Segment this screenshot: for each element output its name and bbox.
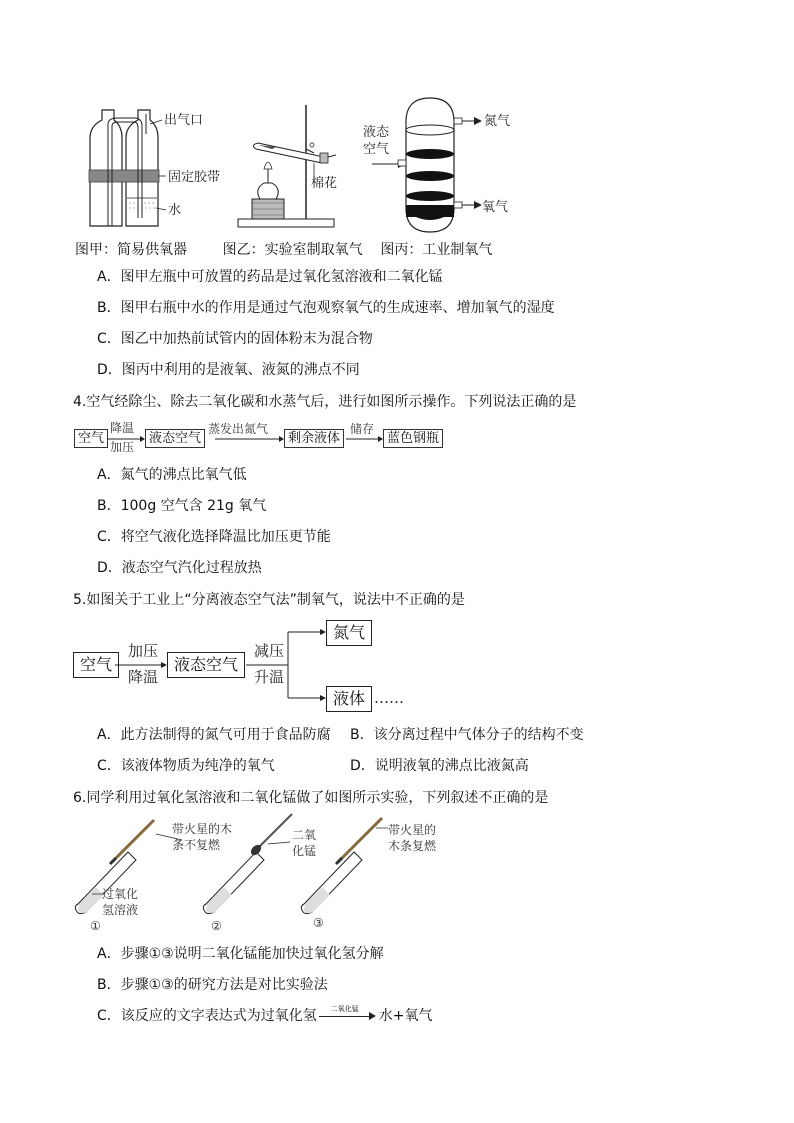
q6-t2-number: ② bbox=[211, 919, 222, 933]
q6-option-c[interactable] bbox=[97, 1007, 433, 1025]
q6-t2-label-b: 化锰 bbox=[292, 844, 317, 858]
q6-t1-label-d: 氢溶液 bbox=[102, 903, 139, 917]
q4-option-c[interactable]: C．将空气液化选择降温比加压更节能 bbox=[97, 529, 331, 545]
q6-t1-label-c: 过氧化 bbox=[102, 887, 139, 901]
q4-box-blue-cylinder: 蓝色钢瓶 bbox=[383, 429, 443, 448]
q6-t2-label-a: 二氧 bbox=[292, 828, 317, 842]
q5-arrow2-top: 减压 bbox=[254, 642, 285, 660]
reaction-arrow-icon bbox=[319, 1016, 373, 1017]
q4-option-a[interactable]: A．氮气的沸点比氧气低 bbox=[97, 467, 247, 483]
q6-stem: 6.同学利用过氧化氢溶液和二氧化锰做了如图所示实验，下列叙述不正确的是 bbox=[73, 790, 549, 806]
reaction-arrowhead-icon bbox=[369, 1012, 376, 1020]
liquid-air-label-2: 空气 bbox=[363, 142, 390, 157]
q4-arrow3-top: 储存 bbox=[350, 422, 375, 436]
nitrogen-label: 氮气 bbox=[484, 114, 511, 129]
q6-option-c-suffix: 水+氧气 bbox=[378, 1008, 433, 1024]
q4-stem: 4.空气经除尘、除去二氧化碳和水蒸气后，进行如图所示操作。下列说法正确的是 bbox=[73, 394, 577, 410]
q5-box-liquid: 液体 bbox=[326, 686, 372, 712]
q4-box-air: 空气 bbox=[74, 429, 108, 448]
q4-box-remaining-liquid: 剩余液体 bbox=[284, 429, 344, 448]
q6-t1-number: ① bbox=[90, 919, 101, 933]
q5-arrow2-bottom: 升温 bbox=[254, 668, 285, 686]
q5-arrow1-bottom: 降温 bbox=[128, 668, 159, 686]
q3-option-b[interactable]: B．图甲右瓶中水的作用是通过气泡观察氧气的生成速率、增加氧气的湿度 bbox=[97, 300, 555, 316]
q6-option-c-catalyst: 二氧化锰 bbox=[330, 1005, 359, 1013]
q5-arrow1-top: 加压 bbox=[128, 642, 159, 660]
q6-t1-label-b: 条不复燃 bbox=[172, 838, 221, 852]
q6-t3-number: ③ bbox=[313, 916, 324, 930]
q3-option-a[interactable]: A．图甲左瓶中可放置的药品是过氧化氢溶液和二氧化锰 bbox=[97, 269, 443, 285]
q5-box-nitrogen: 氮气 bbox=[326, 620, 372, 646]
q6-option-c-prefix: C．该反应的文字表达式为过氧化氢 bbox=[97, 1008, 317, 1024]
q5-option-a[interactable]: A．此方法制得的氮气可用于食品防腐 bbox=[97, 727, 331, 743]
q4-arrow1-top: 降温 bbox=[110, 421, 135, 435]
q5-box-liquid-air: 液态空气 bbox=[167, 652, 245, 678]
cotton-label: 棉花 bbox=[311, 176, 338, 191]
q5-stem: 5.如图关于工业上“分离液态空气法”制氧气，说法中不正确的是 bbox=[73, 592, 465, 608]
q6-t3-label-b: 木条复燃 bbox=[388, 839, 437, 853]
q4-arrow1-bottom: 加压 bbox=[110, 440, 135, 454]
tape-label: 固定胶带 bbox=[168, 170, 221, 185]
q6-t3-label-a: 带火星的 bbox=[388, 823, 437, 837]
q5-ellipsis: …… bbox=[374, 689, 404, 707]
q6-t1-label-a: 带火星的木 bbox=[172, 822, 233, 836]
q4-option-b[interactable]: B．100g 空气含 21g 氧气 bbox=[97, 498, 267, 514]
q5-option-b[interactable]: B．该分离过程中气体分子的结构不变 bbox=[350, 727, 584, 743]
figure-caption: 图甲：简易供氧器 图乙：实验室制取氧气 图丙：工业制氧气 bbox=[75, 242, 493, 258]
q5-option-c[interactable]: C．该液体物质为纯净的氧气 bbox=[97, 758, 275, 774]
q3-option-d[interactable]: D．图丙中利用的是液氧、液氮的沸点不同 bbox=[97, 362, 360, 378]
liquid-air-label-1: 液态 bbox=[363, 125, 390, 140]
q5-option-d[interactable]: D．说明液氧的沸点比液氮高 bbox=[350, 758, 529, 774]
oxygen-label: 氧气 bbox=[482, 200, 509, 215]
outlet-label: 出气口 bbox=[164, 113, 204, 128]
q4-option-d[interactable]: D．液态空气汽化过程放热 bbox=[97, 560, 262, 576]
q5-box-air: 空气 bbox=[73, 652, 119, 678]
q3-option-c[interactable]: C．图乙中加热前试管内的固体粉末为混合物 bbox=[97, 331, 373, 347]
q6-option-c-arrow bbox=[317, 1007, 379, 1025]
q6-option-a[interactable]: A．步骤①③说明二氧化锰能加快过氧化氢分解 bbox=[97, 946, 384, 962]
q6-option-b[interactable]: B．步骤①③的研究方法是对比实验法 bbox=[97, 977, 328, 993]
water-label: 水 bbox=[168, 203, 182, 218]
q4-box-liquid-air: 液态空气 bbox=[145, 429, 205, 448]
q4-arrow2-top: 蒸发出氮气 bbox=[208, 422, 269, 436]
